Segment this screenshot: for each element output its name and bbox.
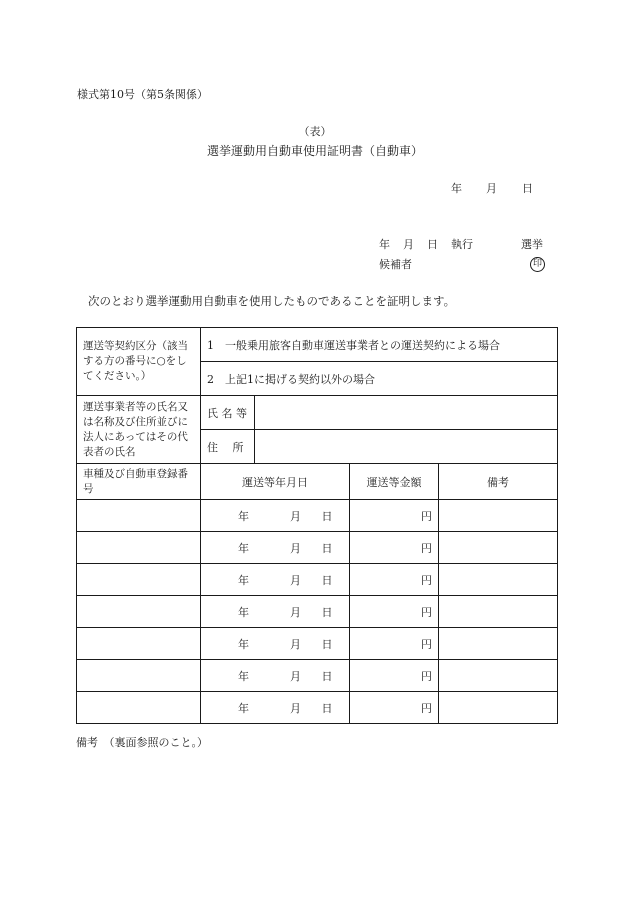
table-row <box>77 596 558 628</box>
issue-date-day: 日 <box>522 182 533 195</box>
name-field[interactable] <box>255 396 558 430</box>
vehicle-cell[interactable] <box>77 532 201 564</box>
contract-type-label: 運送等契約区分（該当する方の番号に○をしてください。） <box>77 328 201 396</box>
contract-option-2[interactable]: 2 上記1に掲げる契約以外の場合 <box>201 362 558 396</box>
date-cell[interactable]: 年 月 日 <box>201 564 350 596</box>
vehicle-cell[interactable] <box>77 660 201 692</box>
issue-date-year: 年 <box>451 182 462 195</box>
address-field[interactable] <box>255 430 558 464</box>
remarks-cell[interactable] <box>439 564 558 596</box>
vehicle-cell[interactable] <box>77 500 201 532</box>
table-row <box>77 500 558 532</box>
date-header: 運送等年月日 <box>201 464 350 500</box>
table-row <box>77 692 558 724</box>
address-label: 住 所 <box>201 430 255 464</box>
date-cell[interactable]: 年 月 日 <box>201 692 350 724</box>
vehicle-cell[interactable] <box>77 596 201 628</box>
side-indicator: （表） <box>298 125 332 138</box>
amount-cell[interactable]: 円 <box>350 692 439 724</box>
seal-mark: 印 <box>530 256 545 272</box>
amount-cell[interactable]: 円 <box>350 500 439 532</box>
date-cell[interactable]: 年 月 日 <box>201 596 350 628</box>
table-row <box>77 628 558 660</box>
issue-date-month: 月 <box>486 182 497 195</box>
table-row <box>77 532 558 564</box>
footer-note: 備考 （裏面参照のこと。） <box>76 736 208 749</box>
usage-table <box>76 327 558 724</box>
date-cell[interactable]: 年 月 日 <box>201 500 350 532</box>
document-title: 選挙運動用自動車使用証明書（自動車） <box>206 144 423 158</box>
table-row <box>77 660 558 692</box>
remarks-cell[interactable] <box>439 660 558 692</box>
remarks-header: 備考 <box>439 464 558 500</box>
amount-cell[interactable]: 円 <box>350 596 439 628</box>
election-label: 選挙 <box>521 238 543 251</box>
remarks-cell[interactable] <box>439 628 558 660</box>
date-cell[interactable]: 年 月 日 <box>201 660 350 692</box>
amount-cell[interactable]: 円 <box>350 532 439 564</box>
date-cell[interactable]: 年 月 日 <box>201 628 350 660</box>
carrier-label: 運送事業者等の氏名又は名称及び住所並びに法人にあってはその代表者の氏名 <box>77 396 201 464</box>
remarks-cell[interactable] <box>439 500 558 532</box>
remarks-cell[interactable] <box>439 532 558 564</box>
vehicle-label: 車種及び自動車登録番号 <box>77 464 201 500</box>
vehicle-cell[interactable] <box>77 628 201 660</box>
election-held: 執行 <box>451 238 473 251</box>
election-month: 月 <box>403 238 414 251</box>
vehicle-cell[interactable] <box>77 692 201 724</box>
certification-statement: 次のとおり選挙運動用自動車を使用したものであることを証明します。 <box>88 294 456 308</box>
remarks-cell[interactable] <box>439 692 558 724</box>
date-cell[interactable]: 年 月 日 <box>201 532 350 564</box>
vehicle-cell[interactable] <box>77 564 201 596</box>
amount-cell[interactable]: 円 <box>350 564 439 596</box>
contract-option-1[interactable]: 1 一般乗用旅客自動車運送事業者との運送契約による場合 <box>201 328 558 362</box>
amount-header: 運送等金額 <box>350 464 439 500</box>
table-row <box>77 564 558 596</box>
election-year: 年 <box>379 238 390 251</box>
candidate-label: 候補者 <box>379 258 412 271</box>
amount-cell[interactable]: 円 <box>350 628 439 660</box>
remarks-cell[interactable] <box>439 596 558 628</box>
amount-cell[interactable]: 円 <box>350 660 439 692</box>
form-number: 様式第10号（第5条関係） <box>77 88 208 101</box>
name-label: 氏 名 等 <box>201 396 255 430</box>
election-day: 日 <box>427 238 438 251</box>
